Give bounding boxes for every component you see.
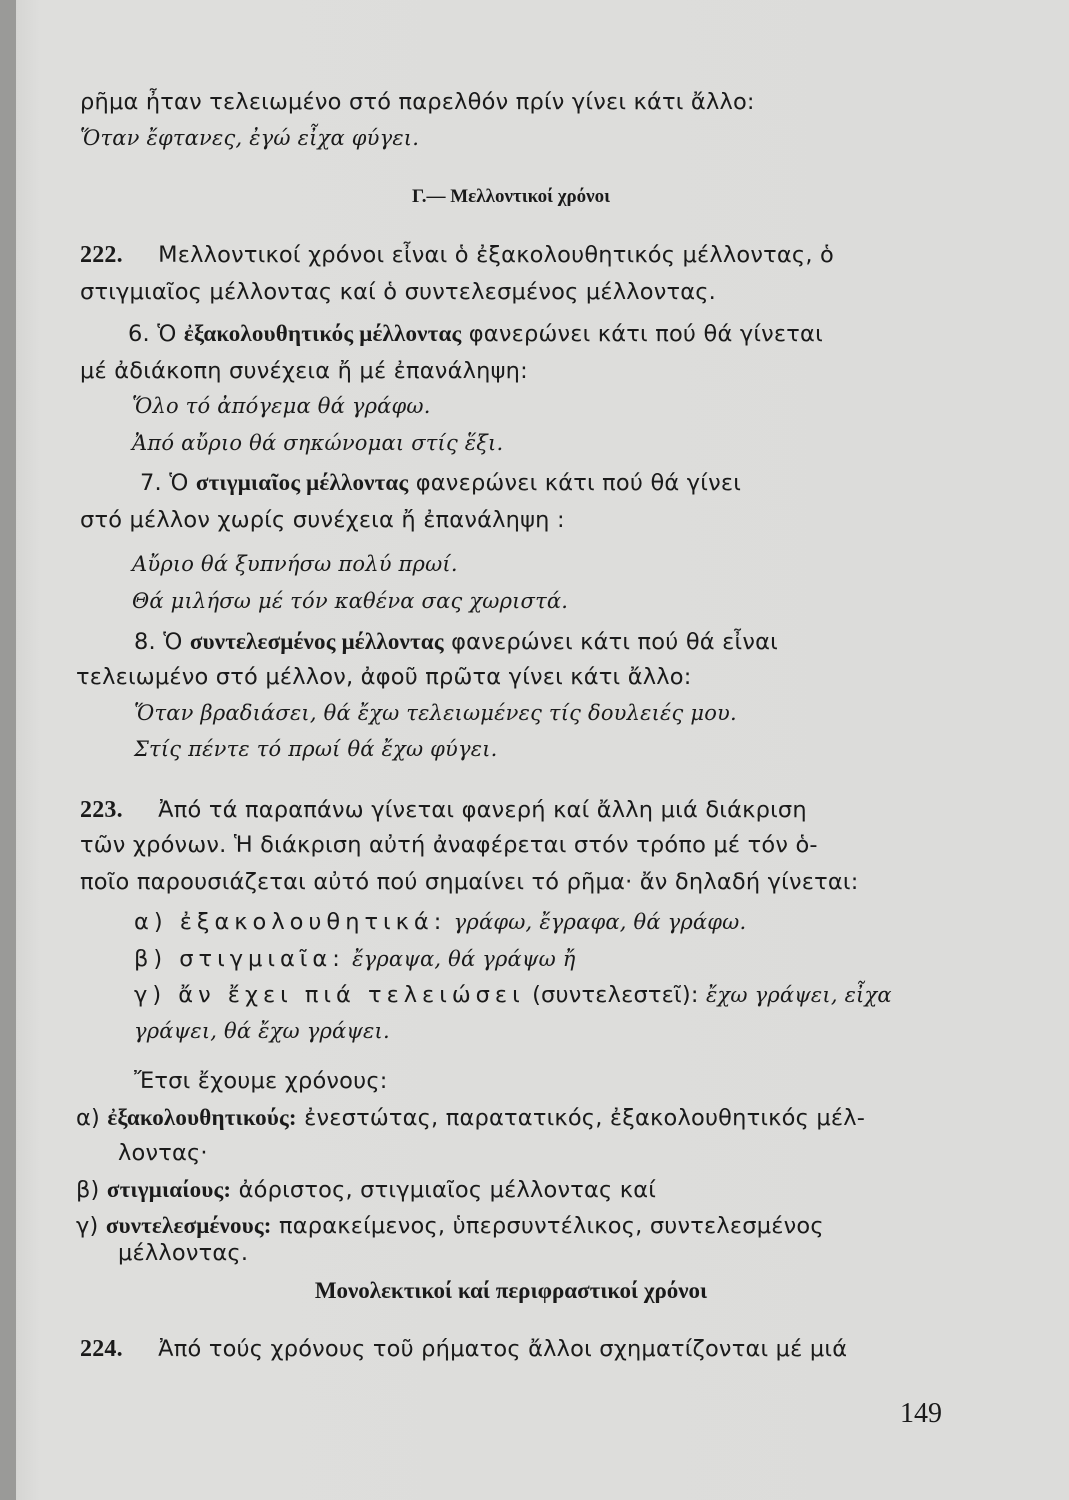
paragraph-number: 222. — [80, 242, 123, 268]
paragraph-223-line-1 — [80, 795, 807, 825]
page-binding-edge — [0, 0, 16, 1500]
list-label: β) — [76, 1177, 100, 1203]
section-heading: Γ.— Μελλοντικοί χρόνοι — [411, 186, 611, 207]
example-line: Θά μιλήσω μέ τόν καθένα σας χωριστά. — [132, 589, 569, 613]
paragraph-223-line-3: ποῖο παρουσιάζεται αὐτό πού σημαίνει τό ρῆμα· ἄν δηλαδή γίνεται: — [80, 869, 859, 895]
list-label: α) ἐξακολουθητικά: — [134, 909, 447, 935]
page-number: 149 — [900, 1398, 942, 1429]
text-fragment: Ὁ — [169, 470, 189, 496]
text-fragment: ἐνεστώτας, παρατατικός, ἐξακολουθητικός μέλ- — [304, 1105, 866, 1131]
paragraph-7-line-2: στό μέλλον χωρίς συνέχεια ἤ ἐπανάληψη : — [80, 507, 565, 533]
paragraph-8-line-2: τελειωμένο στό μέλλον, ἀφοῦ πρῶτα γίνει κάτι ἄλλο: — [76, 664, 692, 690]
tense-group-a — [76, 1103, 865, 1133]
paragraph-7-line-1 — [140, 468, 741, 498]
bold-term: συντελεσμένους: — [105, 1213, 272, 1238]
paragraph-number: 224. — [80, 1336, 123, 1362]
bold-term: στιγμιαῖος μέλλοντας — [195, 470, 409, 495]
bold-term: ἐξακολουθητικούς: — [107, 1105, 297, 1130]
paragraph-223-line-2: τῶν χρόνων. Ἡ διάκριση αὐτή ἀναφέρεται στόν τρόπο μέ τόν ὁ- — [80, 832, 818, 858]
example-line: Αὔριο θά ξυπνήσω πολύ πρωί. — [132, 552, 458, 576]
paragraph-number: 223. — [80, 797, 123, 823]
tense-group-c-continued: μέλλοντας. — [118, 1240, 249, 1266]
paragraph-8-line-1 — [134, 627, 778, 657]
example-line: Στίς πέντε τό πρωί θά ἔχω φύγει. — [134, 737, 498, 761]
list-label: β) στιγμιαῖα: — [134, 946, 345, 972]
paragraph-text: Μελλοντικοί χρόνοι εἶναι ὁ ἐξακολουθητικός μέλλοντας, ὁ — [158, 242, 834, 268]
list-example: ἔγραψα, θά γράψω ἤ — [352, 947, 576, 971]
bold-term: στιγμιαίους: — [106, 1177, 232, 1202]
example-line: Ἀπό αὔριο θά σηκώνομαι στίς ἕξι. — [132, 431, 504, 455]
paragraph-number: 7. — [140, 470, 162, 496]
bold-term: ἐξακολουθητικός μέλλοντας — [183, 321, 462, 346]
paragraph-222-line-1 — [80, 240, 834, 270]
paragraph-6-line-1 — [128, 319, 823, 349]
list-label: γ) ἄν ἔχει πιά τελειώσει — [134, 982, 525, 1008]
list-example: ἔχω γράψει, εἶχα — [705, 983, 892, 1007]
list-label: α) — [76, 1105, 101, 1131]
text-fragment: φανερώνει κάτι πού θά γίνεται — [468, 321, 823, 347]
paragraph-6-line-2: μέ ἀδιάκοπη συνέχεια ἤ μέ ἐπανάληψη: — [80, 358, 528, 384]
example-line: Ὅταν βραδιάσει, θά ἔχω τελειωμένες τίς δουλειές μου. — [134, 701, 737, 725]
tense-group-a-continued: λοντας· — [118, 1140, 208, 1166]
paragraph-text: Ἀπό τά παραπάνω γίνεται φανερή καί ἄλλη μιά διάκριση — [158, 797, 807, 823]
tense-group-c — [76, 1211, 824, 1241]
paragraph-text: Ἀπό τούς χρόνους τοῦ ρήματος ἄλλοι σχηματίζονται μέ μιά — [158, 1336, 848, 1362]
list-item-c — [134, 980, 892, 1010]
list-item-a — [134, 907, 746, 937]
text-line: Ἔτσι ἔχουμε χρόνους: — [134, 1068, 388, 1094]
paragraph-224-line-1 — [80, 1334, 847, 1364]
list-example: γράφω, ἔγραφα, θά γράφω. — [453, 910, 747, 934]
example-line: Ὅλο τό ἀπόγεμα θά γράφω. — [132, 394, 431, 418]
tense-group-b — [76, 1175, 656, 1205]
bold-term: συντελεσμένος μέλλοντας — [189, 629, 444, 654]
text-line: ρῆμα ἦταν τελειωμένο στό παρελθόν πρίν γίνει κάτι ἄλλο: — [80, 89, 755, 115]
paragraph-222-line-2: στιγμιαῖος μέλλοντας καί ὁ συντελεσμένος μέλλοντας. — [80, 279, 717, 305]
text-fragment: φανερώνει κάτι πού θά γίνει — [415, 470, 742, 496]
text-fragment: Ὁ — [163, 629, 183, 655]
example-line: Ὅταν ἔφτανες, ἐγώ εἶχα φύγει. — [80, 126, 420, 150]
section-heading: Μονολεκτικοί καί περιφραστικοί χρόνοι — [314, 1278, 708, 1303]
text-fragment: παρακείμενος, ὑπερσυντέλικος, συντελεσμένος — [278, 1213, 824, 1239]
paragraph-number: 6. — [128, 321, 150, 347]
text-fragment: Ὁ — [157, 321, 177, 347]
list-item-b — [134, 944, 576, 974]
text-fragment: (συντελεστεῖ): — [532, 982, 699, 1008]
list-item-c-continued: γράψει, θά ἔχω γράψει. — [134, 1019, 390, 1043]
text-fragment: φανερώνει κάτι πού θά εἶναι — [451, 629, 778, 655]
paragraph-number: 8. — [134, 629, 156, 655]
text-fragment: ἀόριστος, στιγμιαῖος μέλλοντας καί — [238, 1177, 657, 1203]
list-label: γ) — [76, 1213, 99, 1239]
